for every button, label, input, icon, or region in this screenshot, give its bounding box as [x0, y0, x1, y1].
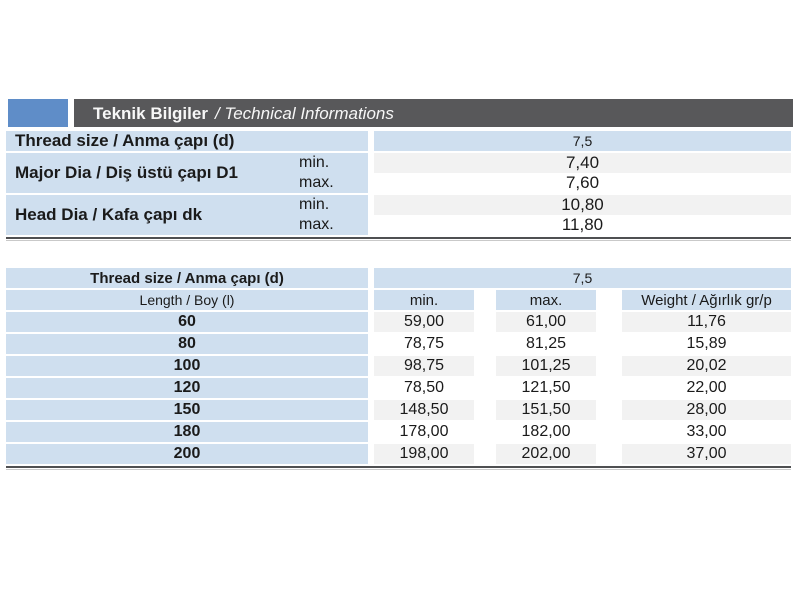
size-rows-container [6, 312, 791, 464]
length-cell: 200 [6, 444, 368, 464]
spec-value-thread-size: 7,5 [374, 131, 791, 151]
length-cell: 120 [6, 378, 368, 398]
spec-row-major-dia [6, 153, 791, 193]
length-cell: 150 [6, 400, 368, 420]
accent-block [8, 99, 68, 127]
spec-table [6, 131, 791, 241]
size-row-thread [6, 268, 791, 288]
table-bottom-border-shadow [6, 240, 791, 241]
spec-value-major-max: 7,60 [565, 173, 600, 192]
weight-cell: 22,00 [686, 379, 727, 396]
section-title-en: / Technical Informations [214, 103, 394, 123]
table-row [6, 334, 791, 354]
size-header-row [6, 290, 791, 310]
table-bottom-border [6, 466, 791, 468]
weight-cell: 37,00 [622, 444, 791, 464]
table-row [6, 356, 791, 376]
spec-values-head-dia [374, 195, 791, 235]
min-label: min. [299, 154, 330, 171]
table-bottom-border [6, 237, 791, 239]
min-cell: 59,00 [374, 312, 474, 332]
spec-label-thread-size: Thread size / Anma çapı (d) [6, 131, 368, 151]
max-cell: 61,00 [496, 312, 596, 332]
length-cell: 60 [6, 312, 368, 332]
min-cell: 178,00 [399, 423, 449, 440]
section-title-bar [74, 99, 793, 127]
spec-row-thread-size [6, 131, 791, 151]
table-row [6, 422, 791, 442]
min-cell: 78,50 [403, 379, 445, 396]
table-row [6, 444, 791, 464]
column-header-weight: Weight / Ağırlık gr/p [622, 290, 791, 310]
length-cell: 180 [6, 422, 368, 442]
max-label: max. [299, 216, 334, 233]
max-cell: 151,50 [496, 400, 596, 420]
weight-cell: 20,02 [622, 356, 791, 376]
table-row [6, 400, 791, 420]
max-cell: 101,25 [496, 356, 596, 376]
spec-value-major-min: 7,40 [374, 153, 791, 173]
weight-cell: 11,76 [622, 312, 791, 332]
column-header-min: min. [374, 290, 474, 310]
minmax-labels [299, 195, 368, 235]
size-thread-label: Thread size / Anma çapı (d) [6, 268, 368, 288]
min-cell: 198,00 [374, 444, 474, 464]
weight-cell: 28,00 [622, 400, 791, 420]
weight-cell: 15,89 [686, 335, 727, 352]
table-row [6, 312, 791, 332]
spec-label-major-dia-text: Major Dia / Diş üstü çapı D1 [15, 163, 238, 182]
spec-label-head-dia [6, 195, 368, 235]
spec-values-major-dia [374, 153, 791, 193]
length-cell: 100 [6, 356, 368, 376]
max-label: max. [299, 174, 334, 191]
min-label: min. [299, 196, 330, 213]
length-cell: 80 [6, 334, 368, 354]
minmax-labels [299, 153, 368, 193]
table-row [6, 378, 791, 398]
section-title-tr: Teknik Bilgiler [93, 103, 208, 123]
spec-row-head-dia [6, 195, 791, 235]
spec-label-major-dia [6, 153, 368, 193]
weight-cell: 33,00 [686, 423, 727, 440]
max-cell: 182,00 [521, 423, 571, 440]
min-cell: 78,75 [403, 335, 445, 352]
spec-label-head-dia-text: Head Dia / Kafa çapı dk [15, 205, 203, 224]
max-cell: 202,00 [496, 444, 596, 464]
min-cell: 148,50 [374, 400, 474, 420]
size-thread-value: 7,5 [374, 268, 791, 288]
min-cell: 98,75 [374, 356, 474, 376]
max-cell: 121,50 [521, 379, 571, 396]
spec-value-head-max: 11,80 [561, 215, 604, 234]
max-cell: 81,25 [525, 335, 567, 352]
size-table [6, 268, 791, 470]
column-header-max: max. [496, 290, 596, 310]
table-bottom-border-shadow [6, 469, 791, 470]
section-header [8, 99, 793, 127]
spec-value-head-min: 10,80 [374, 195, 791, 215]
column-header-length: Length / Boy (l) [6, 290, 368, 310]
